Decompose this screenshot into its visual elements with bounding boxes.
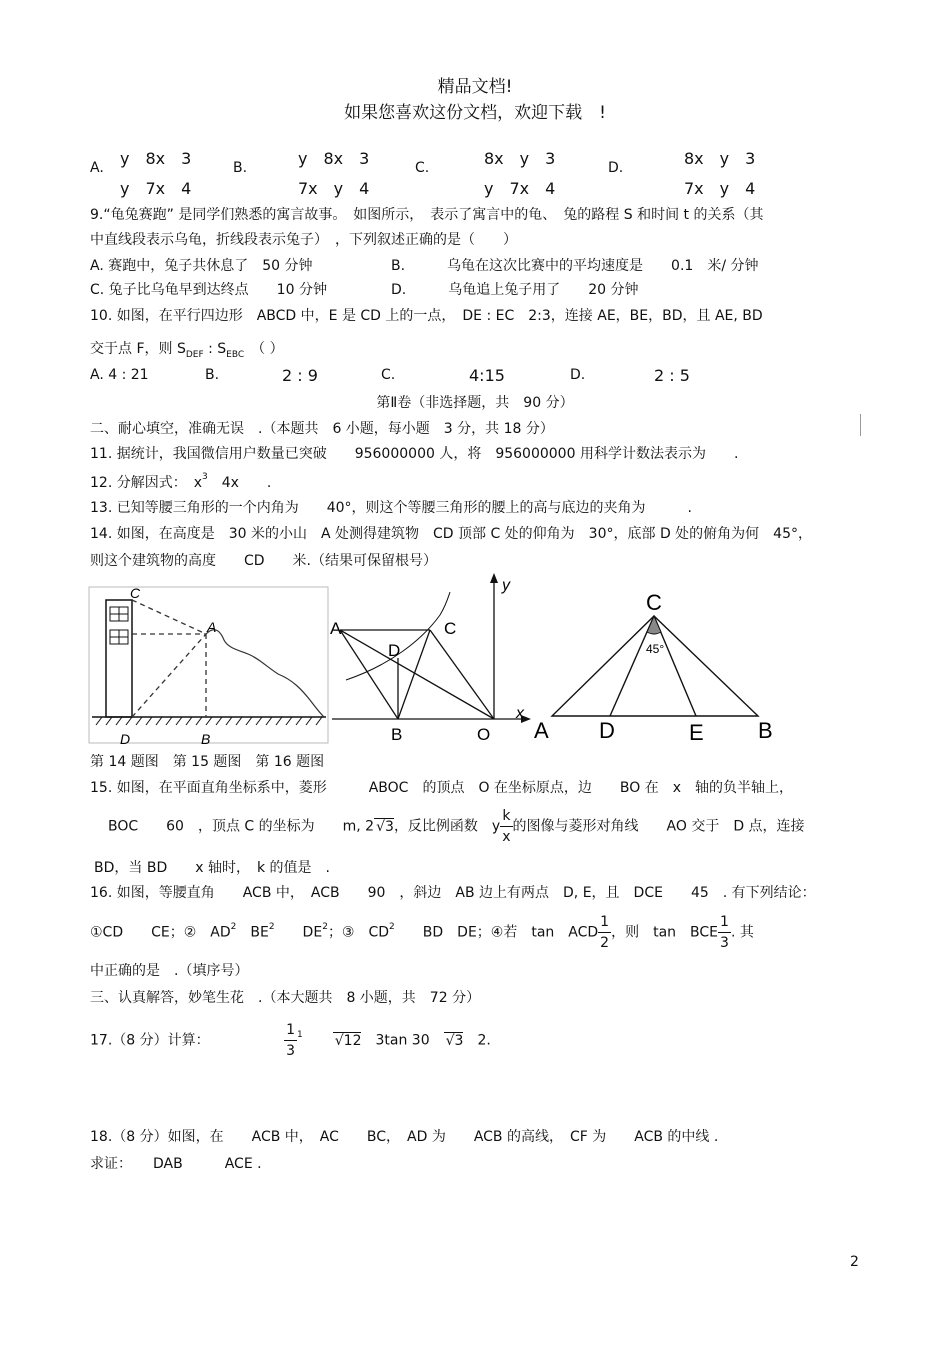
q16-c2: BE: [236, 924, 269, 941]
part3-heading: 三、认真解答，妙笔生花 .（本大题共 8 小题，共 72 分）: [90, 990, 481, 1006]
q16-f2-den: 3: [720, 935, 729, 951]
q10-line1: 10. 如图，在平行四边形 ABCD 中，E 是 CD 上的一点， DE : EC 2:3，连接 AE，BE，BD，且 AE, BD: [90, 308, 763, 324]
q16-c1: ①CD CE；② AD: [90, 924, 231, 941]
q15-line1: 15. 如图，在平面直角坐标系中，菱形 ABOC 的顶点 O 在坐标原点，边 BO 在 x 轴的负半轴上，: [90, 780, 794, 796]
q10-option-c-value: 4:15: [469, 366, 505, 385]
q16-c5: BD DE；④若 tan ACD: [394, 924, 599, 941]
q10-option-d: D.: [570, 367, 586, 383]
q15-frac-num: k: [500, 806, 512, 827]
q16-c4-sup: 2: [389, 921, 395, 932]
q12: [90, 472, 271, 492]
fig16-label-e: E: [689, 720, 704, 745]
page-number: 2: [850, 1254, 859, 1270]
q9-option-b: B. 乌龟在这次比赛中的平均速度是 0.1 米/ 分钟: [391, 258, 759, 274]
fig16-label-d: D: [599, 718, 615, 743]
q10-line2-b: : S: [203, 341, 227, 357]
q10-option-d-value: 2 : 5: [654, 366, 690, 385]
q15-sqrt3: √3: [376, 818, 394, 835]
q16-c3-sup: 2: [322, 921, 328, 932]
q10-line2-c: （ ）: [244, 341, 284, 357]
q17-sqrt12: √12: [334, 1032, 362, 1049]
fig15-label-b: B: [391, 725, 403, 744]
q16-c2-sup: 2: [268, 921, 275, 932]
q16-c1-sup: 2: [230, 921, 237, 932]
q16-c7: . 其: [730, 924, 754, 941]
q10-option-b: B.: [205, 367, 220, 383]
q8-option-d-eq2: 7x y 4: [684, 179, 756, 198]
q8-option-a-eq1: y 8x 3: [120, 149, 192, 168]
q8-option-a-label: A.: [90, 160, 104, 176]
q10-option-b-value: 2 : 9: [282, 366, 318, 385]
q17-sqrt12-value: 12: [343, 1032, 362, 1049]
q17-sqrt3-value: 3: [454, 1032, 464, 1049]
section2-title: 第Ⅱ卷（非选择题，共 90 分）: [376, 395, 574, 411]
fig16-label-a: A: [534, 718, 549, 743]
figure-caption: 第 14 题图 第 15 题图 第 16 题图: [90, 754, 325, 770]
q17-f-den: 3: [286, 1043, 295, 1059]
figure-15: [330, 570, 535, 746]
q15-sqrt3-value: 3: [385, 818, 394, 835]
q17: [90, 1020, 491, 1061]
fig15-label-y: y: [502, 577, 510, 594]
q16-f2-num: 1: [718, 912, 731, 933]
q15-line2-a: BOC 60 ，顶点 C 的坐标为 m, 2: [108, 818, 375, 835]
fig15-label-a: A: [330, 619, 342, 638]
q9-option-d: D. 乌龟追上兔子用了 20 分钟: [391, 282, 639, 298]
q11: 11. 据统计，我国微信用户数量已突破 956000000 人，将 956000000 用科学计数法表示为 .: [90, 446, 739, 462]
q10-sub-ebc: EBC: [226, 350, 245, 360]
q10-line2: [90, 338, 284, 358]
q17-fraction-third: [284, 1020, 297, 1061]
fig15-label-d: D: [388, 641, 401, 660]
part2-heading: 二、耐心填空，准确无误 .（本题共 6 小题，每小题 3 分，共 18 分）: [90, 421, 554, 437]
q16-line1: 16. 如图，等腰直角 ACB 中， ACB 90 ，斜边 AB 边上有两点 D, E，且 DCE 45 . 有下列结论：: [90, 885, 816, 901]
q12-text: 12. 分解因式： x: [90, 475, 202, 491]
q8-option-d-eq1: 8x y 3: [684, 149, 756, 168]
q8-option-c-label: C.: [415, 160, 430, 176]
fig15-label-c: C: [444, 619, 457, 638]
q8-option-a-eq2: y 7x 4: [120, 179, 192, 198]
fig16-label-b: B: [758, 718, 773, 743]
q8-option-d-label: D.: [608, 160, 624, 176]
q18-line2: 求证： DAB ACE .: [90, 1156, 262, 1172]
q9-line1: 9.“龟兔赛跑” 是同学们熟悉的寓言故事。 如图所示， 表示了寓言中的龟、 兔的路程 S 和时间 t 的关系（其: [90, 207, 764, 223]
q13: 13. 已知等腰三角形的一个内角为 40°，则这个等腰三角形的腰上的高与底边的夹角为 .: [90, 500, 692, 516]
q16-fraction-half: [598, 912, 611, 953]
q15-line2-c: 的图像与菱形对角线 AO 交于 D 点，连接: [512, 818, 805, 835]
q12-exponent: 3: [202, 472, 208, 482]
q10-sub-def: DEF: [185, 350, 204, 360]
fig14-label-a: A: [207, 619, 217, 635]
q8-option-c-eq1: 8x y 3: [484, 149, 556, 168]
q16-c4: ；③ CD: [327, 924, 390, 941]
q8-option-b-eq2: 7x y 4: [298, 179, 370, 198]
q17-label: 17.（8 分）计算：: [90, 1032, 210, 1049]
q16-line3: 中正确的是 .（填序号）: [90, 963, 249, 979]
q15-line2-b: ，反比例函数 y: [393, 818, 501, 835]
q15-frac-den: x: [502, 829, 511, 845]
header-line1: 精品文档!: [437, 77, 513, 97]
q9-option-c: C. 兔子比乌龟早到达终点 10 分钟: [90, 282, 327, 298]
q10-option-c: C.: [381, 367, 396, 383]
q17-sqrt3: √3: [445, 1032, 464, 1049]
q16-f1-num: 1: [598, 912, 611, 933]
figure-16: [530, 586, 790, 746]
q8-option-b-label: B.: [233, 160, 248, 176]
header-line2: 如果您喜欢这份文档，欢迎下载 !: [344, 103, 606, 123]
fig16-angle-label: 45°: [646, 642, 665, 656]
q17-mid: 3tan 30: [361, 1032, 444, 1049]
q14-line1: 14. 如图，在高度是 30 米的小山 A 处测得建筑物 CD 顶部 C 处的仰角为 30°，底部 D 处的俯角为何 45°，: [90, 526, 812, 542]
q15-fraction-k-x: [500, 806, 512, 847]
fig14-label-c: C: [130, 585, 141, 601]
fig14-label-b: B: [201, 731, 211, 747]
q14-line2: 则这个建筑物的高度 CD 米.（结果可保留根号）: [90, 553, 438, 569]
fig15-label-x: x: [516, 705, 524, 722]
q16-c3: DE: [274, 924, 323, 941]
fig15-label-o: O: [477, 725, 491, 744]
q15-line2: [108, 806, 805, 847]
q15-line3: BD，当 BD x 轴时， k 的值是 .: [94, 860, 330, 876]
figure-14: [88, 582, 330, 748]
q10-line2-a: 交于点 F，则 S: [90, 341, 186, 357]
q8-option-b-eq1: y 8x 3: [298, 149, 370, 168]
q17-f-num: 1: [284, 1020, 297, 1041]
q16-c6: ，则 tan BCE: [611, 924, 719, 941]
q9-option-a: A. 赛跑中，兔子共休息了 50 分钟: [90, 258, 313, 274]
q17-tail: 2.: [463, 1032, 491, 1049]
fig14-label-d: D: [120, 731, 131, 747]
q16-f1-den: 2: [600, 935, 610, 951]
q18-line1: 18.（8 分）如图，在 ACB 中， AC BC， AD 为 ACB 的高线， CF 为 ACB 的中线 .: [90, 1129, 719, 1145]
q10-option-a: A. 4 : 21: [90, 367, 149, 383]
q8-option-c-eq2: y 7x 4: [484, 179, 556, 198]
margin-rule: [860, 414, 861, 436]
q12-tail: 4x .: [207, 475, 272, 491]
q16-fraction-third: [718, 912, 731, 953]
q17-exponent: 1: [297, 1029, 303, 1040]
fig16-label-c: C: [646, 590, 662, 615]
q9-line2: 中直线段表示乌龟，折线段表示兔子） ，下列叙述正确的是（ ）: [90, 232, 517, 248]
q16-line2: [90, 912, 754, 953]
